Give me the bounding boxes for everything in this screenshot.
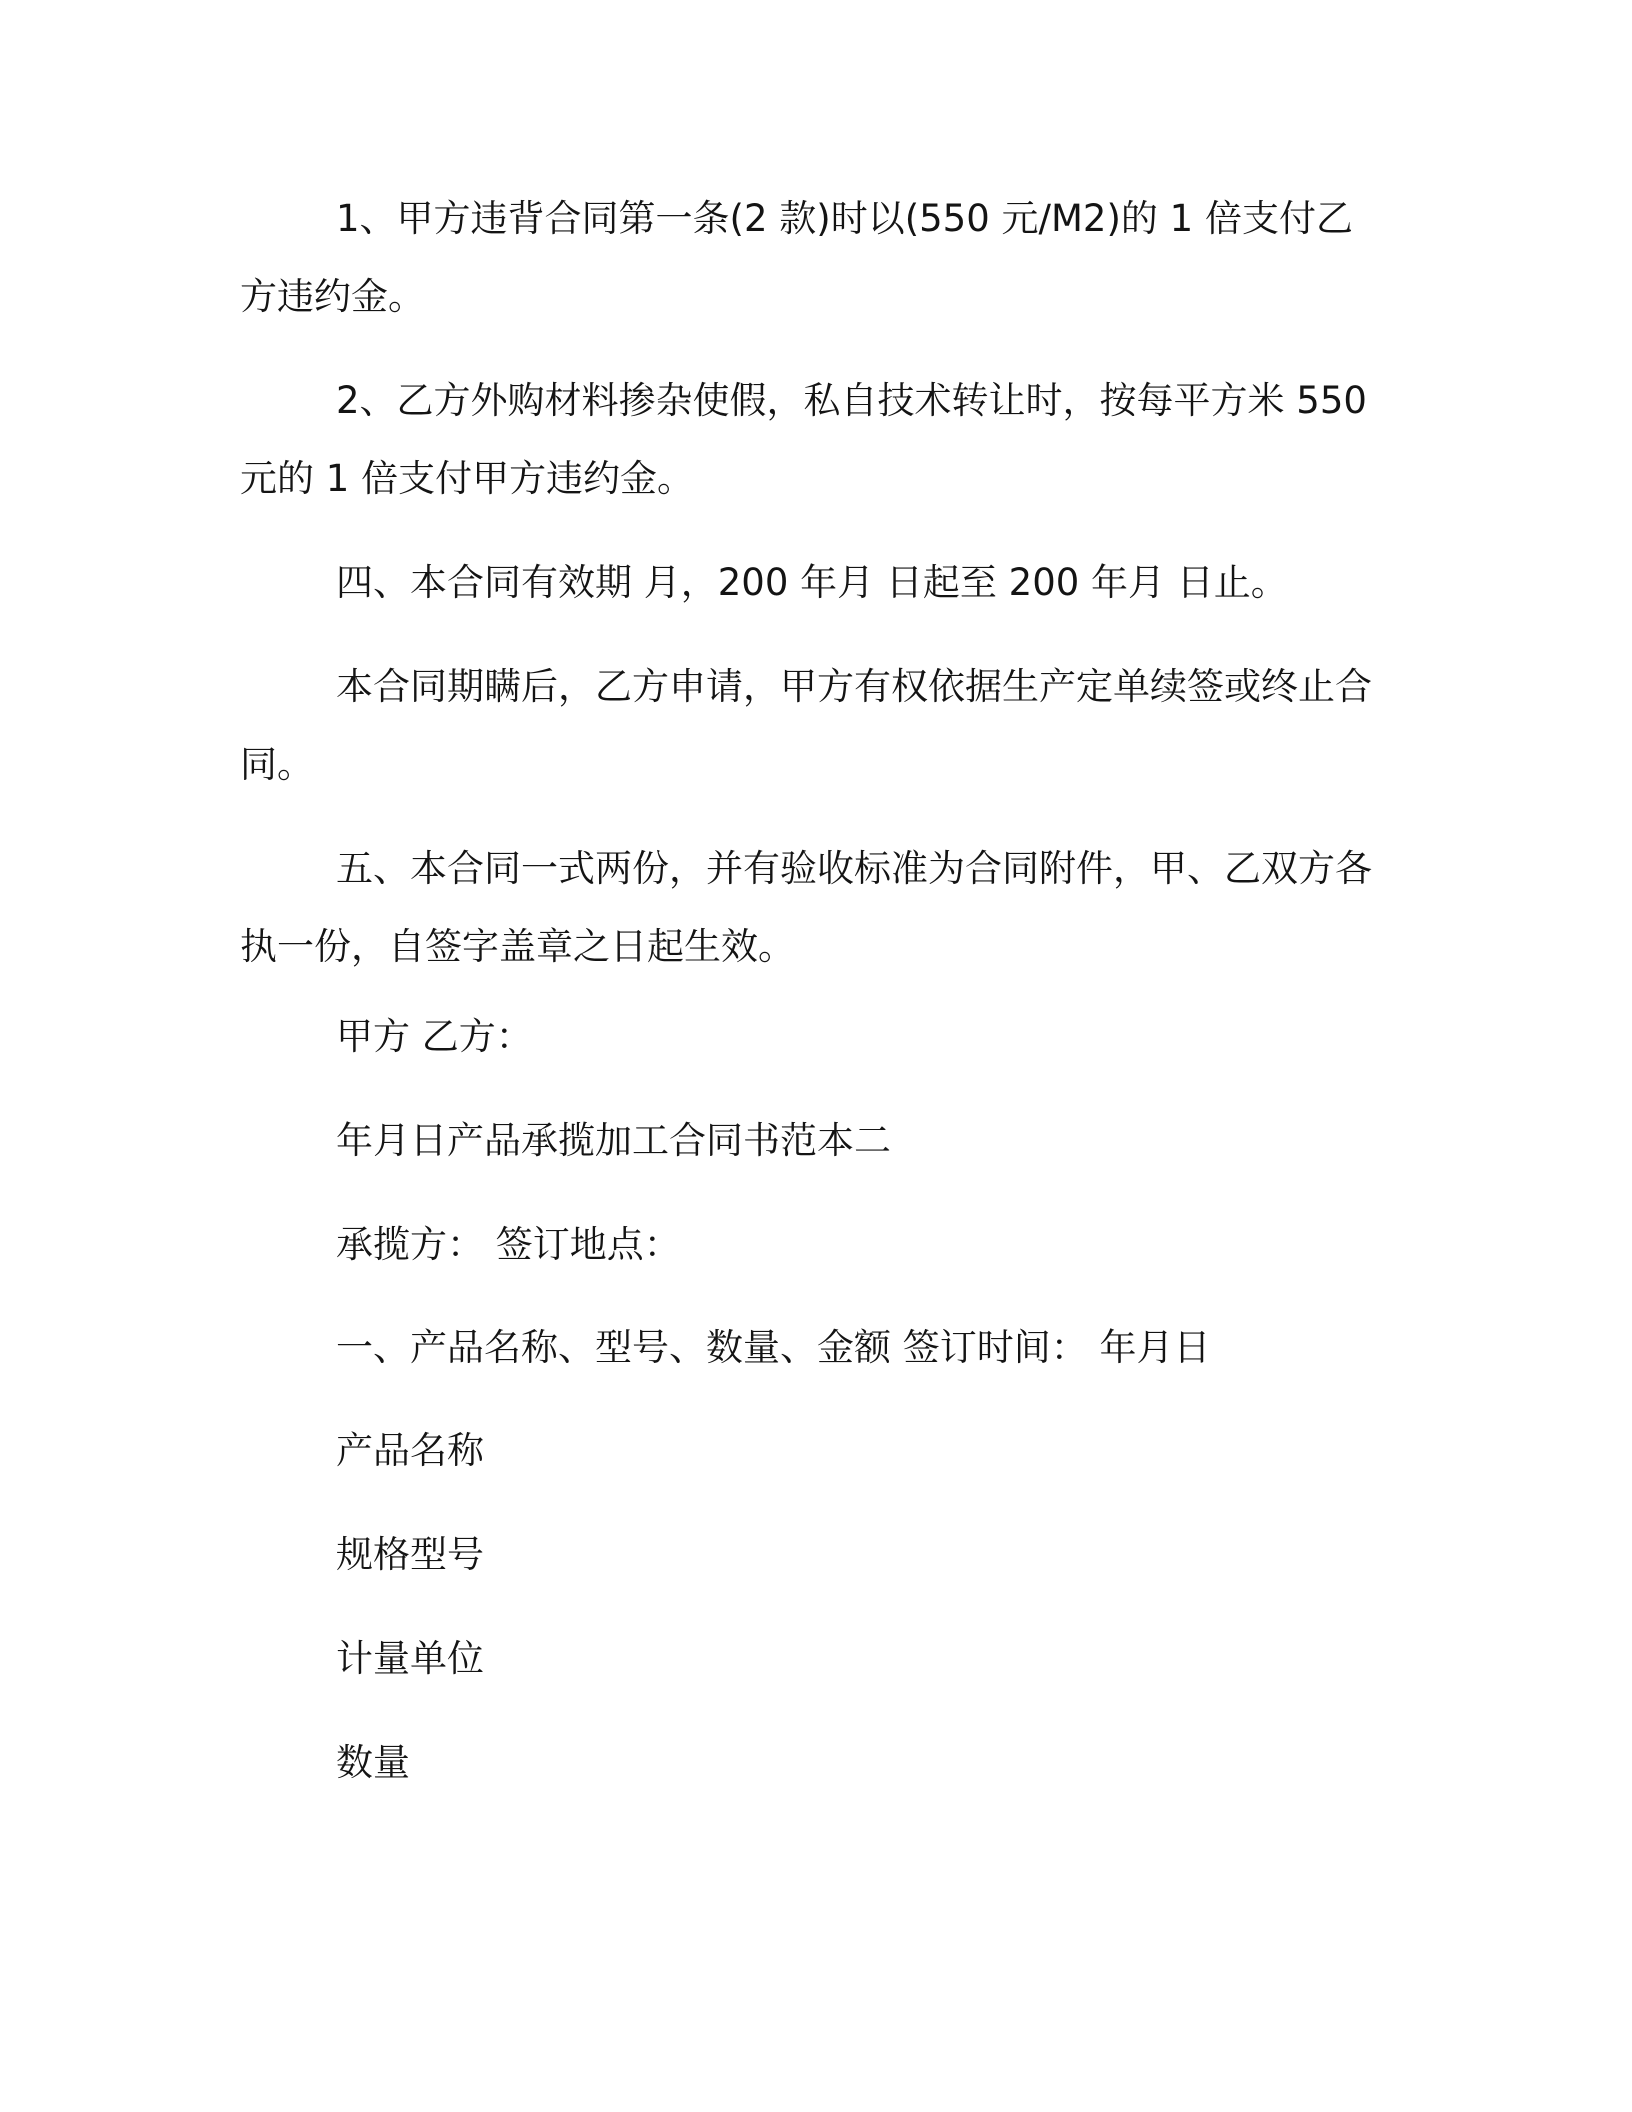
clause-paragraph-1: 1、甲方违背合同第一条(2 款)时以(550 元/M2)的 1 倍支付乙方违约金。	[240, 197, 1353, 318]
contract-title-line: 年月日产品承揽加工合同书范本二	[336, 1119, 891, 1162]
renewal-paragraph: 本合同期瞒后，乙方申请，甲方有权依据生产定单续签或终止合同。	[240, 665, 1372, 786]
copies-paragraph: 五、本合同一式两份，并有验收标准为合同附件，甲、乙双方各执一份，自签字盖章之日起生效。	[240, 847, 1372, 968]
product-section-heading: 一、产品名称、型号、数量、金额 签订时间： 年月日	[336, 1326, 1211, 1369]
unit-label: 计量单位	[336, 1637, 484, 1680]
clause-paragraph-2: 2、乙方外购材料掺杂使假，私自技术转让时，按每平方米 550 元的 1 倍支付甲方违约金。	[240, 379, 1367, 500]
parties-line: 甲方 乙方：	[336, 1015, 533, 1058]
quantity-label: 数量	[336, 1741, 410, 1784]
model-label: 规格型号	[336, 1533, 484, 1576]
validity-paragraph: 四、本合同有效期 月，200 年月 日起至 200 年月 日止。	[336, 561, 1288, 604]
contractor-line: 承揽方： 签订地点：	[336, 1223, 681, 1266]
product-name-label: 产品名称	[336, 1429, 484, 1472]
